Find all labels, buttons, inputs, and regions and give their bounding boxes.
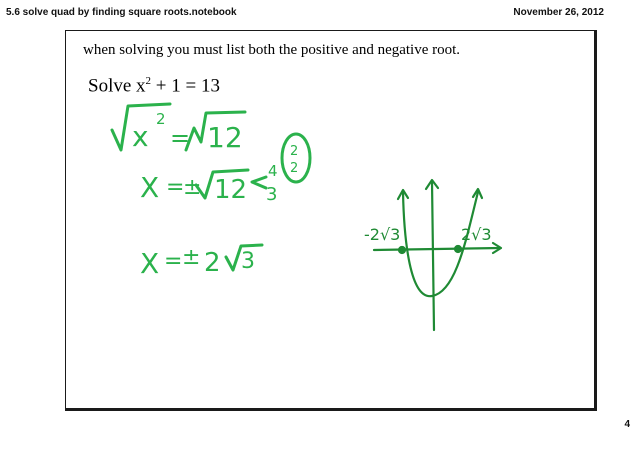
- hw-twelve-2: 12: [214, 175, 248, 205]
- hw-x-2: X: [140, 171, 160, 204]
- problem-prefix: Solve x: [88, 75, 146, 97]
- hw-equals-1: =: [170, 124, 191, 152]
- parabola-curve: [403, 192, 478, 296]
- hw-exponent-1: 2: [156, 110, 166, 128]
- hw-pm-3: ±: [182, 245, 201, 270]
- document-date: November 26, 2012: [513, 7, 604, 18]
- graph-label-right: 2√3: [461, 225, 492, 244]
- instruction-text: when solving you must list both the positive and negative root.: [83, 42, 461, 58]
- graph-y-axis: [432, 182, 434, 330]
- hw-two-3: 2: [204, 248, 221, 278]
- root-point-left: [399, 247, 405, 253]
- graph-x-axis: [374, 248, 500, 250]
- hw-three: 3: [266, 184, 278, 205]
- hw-circled-two-b: 2: [290, 161, 299, 176]
- hw-three-3: 3: [241, 249, 255, 274]
- branch-stroke: [252, 177, 266, 188]
- hw-four: 4: [268, 162, 278, 180]
- hw-equals-2: =: [166, 175, 185, 200]
- document-title: 5.6 solve quad by finding square roots.notebook: [6, 7, 237, 18]
- hw-circled-two-a: 2: [290, 144, 299, 159]
- hw-x-3: X: [140, 247, 160, 280]
- hw-pm-2: ±: [183, 175, 202, 200]
- hw-equals-3: =: [164, 249, 183, 274]
- problem-suffix: + 1 = 13: [151, 75, 220, 97]
- problem-exponent: 2: [145, 75, 152, 87]
- page-number: 4: [624, 419, 630, 430]
- root-point-right: [455, 246, 461, 252]
- graph-label-left: -2√3: [364, 225, 401, 244]
- hw-twelve-1: 12: [207, 121, 243, 154]
- hw-x-1: x: [132, 120, 149, 153]
